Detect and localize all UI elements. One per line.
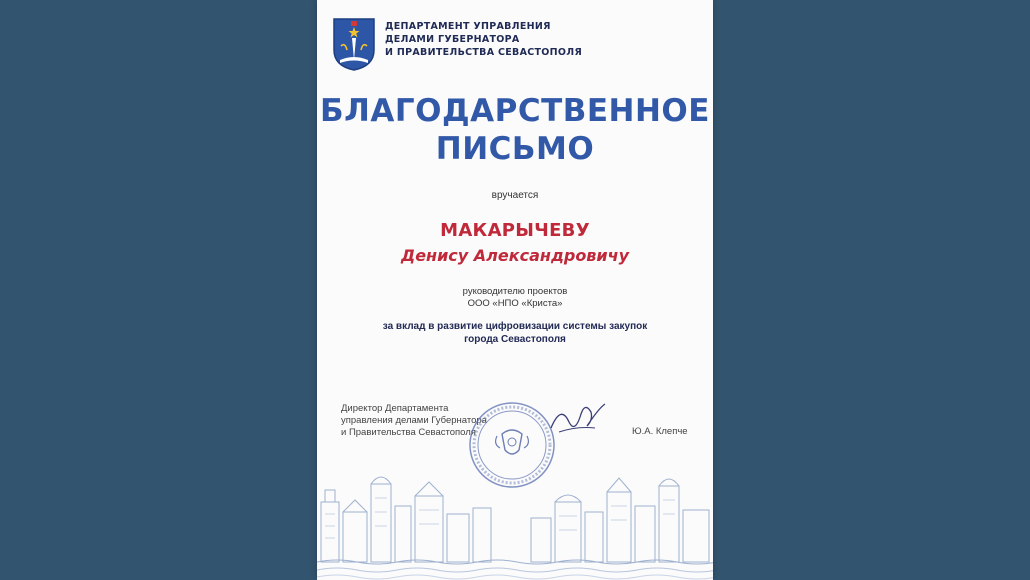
title-line-1: БЛАГОДАРСТВЕННОЕ [320, 93, 710, 129]
position-line-2: ООО «НПО «Криста» [467, 298, 563, 309]
signer-line-3: и Правительства Севастополя [341, 427, 476, 438]
recipient-surname: МАКАРЫЧЕВУ [440, 220, 590, 241]
awarded-label: вручается [491, 190, 539, 201]
recipient-names: Денису Александровичу [400, 246, 630, 265]
department-name [385, 20, 582, 59]
title-line-2: ПИСЬМО [435, 131, 595, 167]
sevastopol-coat-of-arms-icon [331, 16, 377, 72]
thank-you-letter [317, 0, 713, 580]
letter-header [331, 16, 582, 72]
signer-name: Ю.А. Клепче [632, 426, 688, 437]
signer-title [341, 403, 487, 439]
award-reason [317, 320, 713, 346]
department-line-3: И ПРАВИТЕЛЬСТВА СЕВАСТОПОЛЯ [385, 47, 583, 58]
position-line-1: руководителю проектов [462, 286, 568, 297]
department-line-1: ДЕПАРТАМЕНТ УПРАВЛЕНИЯ [385, 21, 551, 32]
signature-icon [547, 398, 607, 438]
city-skyline-illustration [317, 462, 713, 580]
department-line-2: ДЕЛАМИ ГУБЕРНАТОРА [385, 34, 520, 45]
reason-line-2: города Севастополя [464, 334, 566, 345]
reason-line-1: за вклад в развитие цифровизации системы закупок [382, 321, 648, 332]
signer-line-2: управления делами Губернатора [341, 415, 487, 426]
signer-line-1: Директор Департамента [341, 403, 449, 414]
recipient-position [317, 286, 713, 310]
